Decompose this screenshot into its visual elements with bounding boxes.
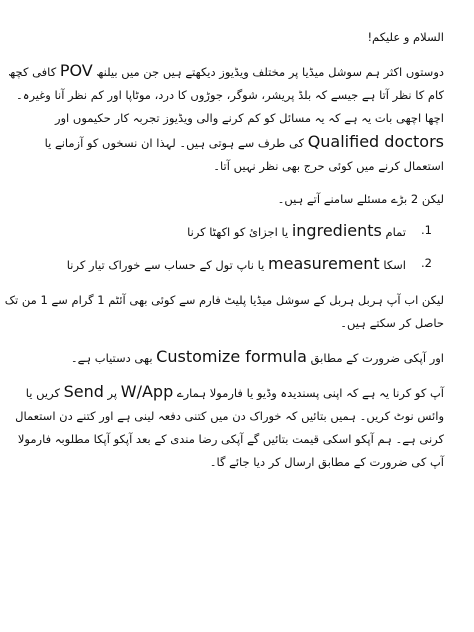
list-number-2: 2. [421, 256, 432, 270]
send-line-2: وائس نوٹ کریں۔ ہمیں بتائیں کہ خوراک دن میں کتنی دفعہ لینی ہے اور کتنے دن استعمال [15, 409, 444, 423]
send-term: Send [63, 382, 104, 401]
intro-line-4-b: کی طرف سے ہوتی ہیں۔ لہذا ان نسخوں کو آزمانے یا [44, 136, 305, 150]
intro-line-1 [8, 59, 444, 84]
solution-line-2: حاصل کر سکتے ہیں۔ [340, 316, 444, 330]
list-item-2-text [67, 252, 406, 277]
wapp-term: W/App [120, 382, 174, 401]
intro-line-1-b: کافی کچھ [8, 65, 57, 79]
solution-line-1: لیکن اب آپ ہربل ہربل کے سوشل میڈیا پلیٹ فارم سے کوئی بھی آئٹم 1 گرام سے 1 من تک [4, 293, 444, 307]
list-item-2-after: یا ناپ تول کے حساب سے خوراک تیار کرنا [66, 258, 265, 272]
send-line-4: آپ کی ضرورت کے مطابق ارسال کر دیا جائے گا۔ [209, 455, 444, 469]
custom-formula-paragraph [26, 345, 444, 370]
list-number-1: 1. [421, 223, 432, 237]
send-paragraph [15, 380, 444, 474]
list-item-2 [26, 252, 444, 277]
intro-line-4 [26, 130, 444, 155]
measurement-term: measurement [268, 254, 380, 273]
problems-intro [26, 188, 444, 211]
greeting [26, 26, 444, 49]
solution-paragraph [4, 289, 444, 335]
intro-paragraph [8, 59, 444, 178]
ingredients-term: ingredients [291, 221, 382, 240]
list-item-2-before: اسکا [383, 258, 406, 272]
list-item-1-before: تمام [385, 225, 406, 239]
custom-before: اور آپکی ضرورت کے مطابق [310, 351, 444, 365]
list-item-1-after: یا اجزائ کو اکھٹا کرنا [187, 225, 289, 239]
send-line-1 [26, 380, 444, 405]
customize-formula-term: Customize formula [156, 347, 307, 366]
intro-line-5: استعمال کرنے میں کوئی حرج بھی نظر نہیں آتا۔ [213, 159, 444, 173]
send-line-1-b: پر [107, 386, 118, 400]
send-line-1-a: آپ کو کرنا یہ ہے کہ اپنی پسندیدہ وڈیو یا فارمولا ہمارے [176, 386, 444, 400]
custom-formula-line [26, 345, 444, 370]
list-item-1-text [187, 219, 406, 244]
qualified-doctors-term: Qualified doctors [307, 132, 444, 151]
intro-line-3: اچھا اچھی بات یہ ہے کہ یہ مسائل کو کم کرنے والی ویڈیوز تجربہ کار حکیموں اور [54, 111, 444, 125]
intro-line-2: کام کا نظر آتا ہے جیسے کہ بلڈ پریشر، شوگر، جوڑوں کا درد، موٹاپا اور کم نظر آنا وغیرہ۔ [15, 88, 444, 102]
list-item-1 [26, 219, 444, 244]
problems-intro-text: لیکن 2 بڑے مسئلے سامنے آتے ہیں۔ [277, 192, 444, 206]
document-page [4, 26, 444, 484]
send-line-1-c: کریں یا [25, 386, 60, 400]
send-line-3: کرنی ہے۔ ہم آپکو اسکی قیمت بتائیں گے آپکی رضا مندی کے بعد آپکو آپکا مطلوبہ فارمولا [17, 432, 444, 446]
pov-term: POV [59, 61, 93, 80]
custom-after: بھی دستیاب ہے۔ [70, 351, 153, 365]
intro-line-1-a: دوستوں اکثر ہم سوشل میڈیا پر مختلف ویڈیوز دیکھتے ہیں جن میں بیلنھ [96, 65, 444, 79]
greeting-text: السلام و علیکم! [367, 30, 444, 44]
